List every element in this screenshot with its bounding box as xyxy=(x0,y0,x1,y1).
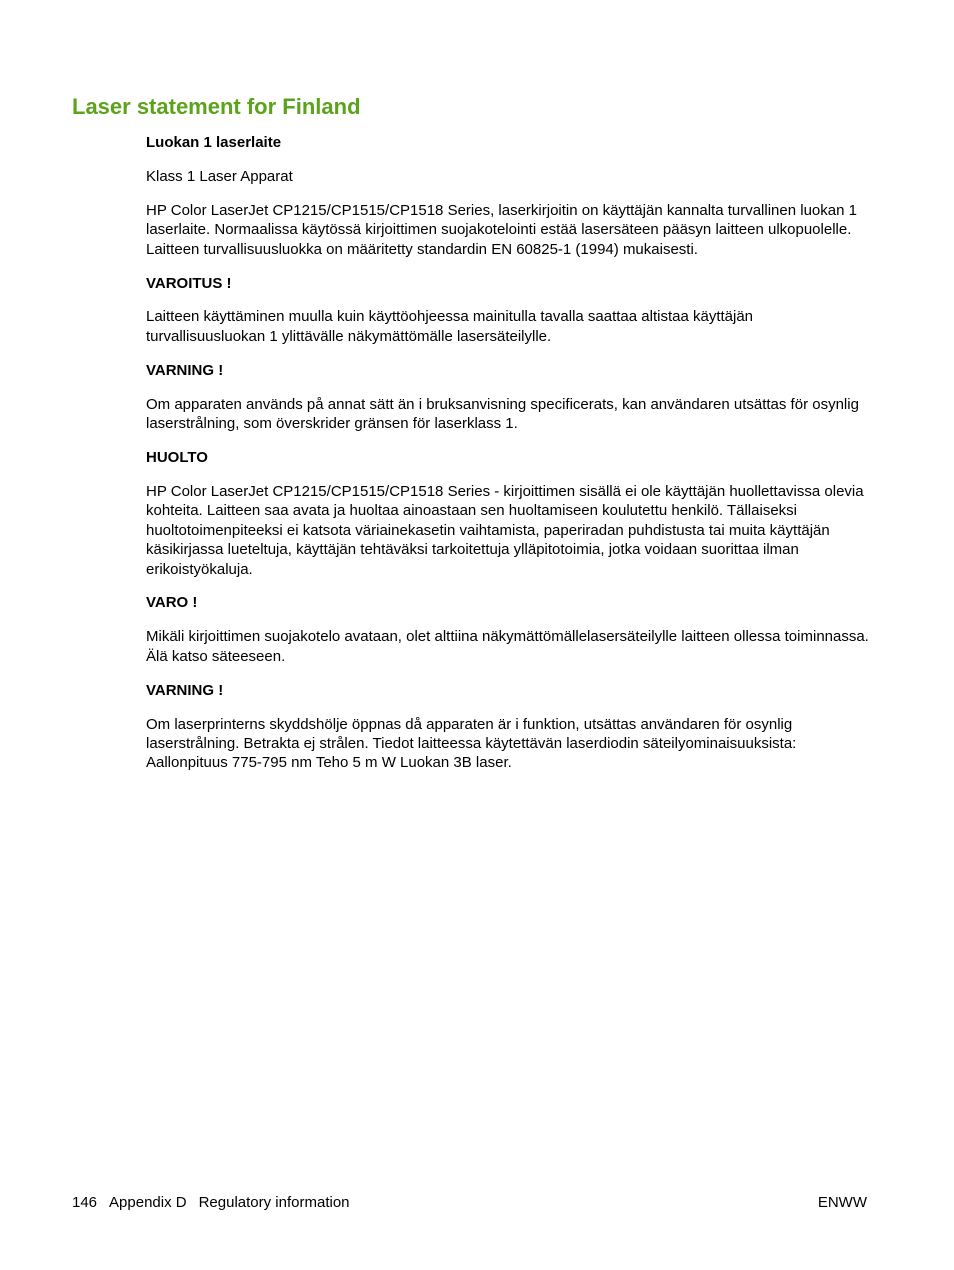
page-title: Laser statement for Finland xyxy=(72,94,361,119)
section-heading: VAROITUS ! xyxy=(146,274,232,292)
document-body xyxy=(146,133,876,787)
footer-chapter: Appendix D xyxy=(109,1194,187,1211)
paragraph: Klass 1 Laser Apparat xyxy=(146,167,293,185)
section-heading: VARNING ! xyxy=(146,361,224,379)
paragraph: Mikäli kirjoittimen suojakotelo avataan, olet alttiina näkymättömällelasersäteilylle laitteen ollessa toiminnassa. Älä katso säteeseen. xyxy=(146,628,869,665)
page-number: 146 xyxy=(72,1194,98,1211)
footer-left xyxy=(72,1193,350,1212)
footer-code: ENWW xyxy=(817,1194,867,1211)
section-heading: HUOLTO xyxy=(146,448,208,466)
paragraph: Om apparaten används på annat sätt än i bruksanvisning specificerats, kan användaren utsättas för osynlig laserstrålning, som överskrider gränsen för laserklass 1. xyxy=(146,395,859,433)
footer-chapter-title: Regulatory information xyxy=(198,1194,350,1211)
paragraph: HP Color LaserJet CP1215/CP1515/CP1518 Series - kirjoittimen sisällä ei ole käyttäjän huollettavissa olevia kohteita. Laitteen saa avata ja huoltaa ainoastaan sen huoltamiseen koulutettu henkilö. Tällaiseksi huoltotoimenpiteeksi ei katsota väriainekasetin vaihtamista, paperiradan puhdistusta tai muita käyttäjän käsikirjassa lueteltuja, käyttäjän tehtäväksi tarkoitettuja ylläpitotoimia, jotka voidaan suorittaa ilman erikoistyökaluja. xyxy=(146,482,864,578)
section-heading: VARO ! xyxy=(146,594,198,612)
section-heading: Luokan 1 laserlaite xyxy=(146,134,282,151)
paragraph: Om laserprinterns skyddshölje öppnas då apparaten är i funktion, utsättas användaren för osynlig laserstrålning. Betrakta ej strålen. Tiedot laitteessa käytettävän laserdiodin säteilyominaisuuksista: Aallonpituus 775-795 nm Teho 5 m W Luokan 3B laser. xyxy=(146,715,797,772)
paragraph: Laitteen käyttäminen muulla kuin käyttöohjeessa mainitulla tavalla saattaa altistaa käyttäjän turvallisuusluokan 1 ylittävälle näkymättömälle lasersäteilylle. xyxy=(146,308,754,345)
paragraph: HP Color LaserJet CP1215/CP1515/CP1518 Series, laserkirjoitin on käyttäjän kannalta turvallinen luokan 1 laserlaite. Normaalissa käytössä kirjoittimen suojakotelointi estää lasersäteen pääsyn laitteen ulkopuolelle. Laitteen turvallisuusluokka on määritetty standardin EN 60825-1 (1994) mukaisesti. xyxy=(146,201,857,258)
section-heading: VARNING ! xyxy=(146,681,224,699)
